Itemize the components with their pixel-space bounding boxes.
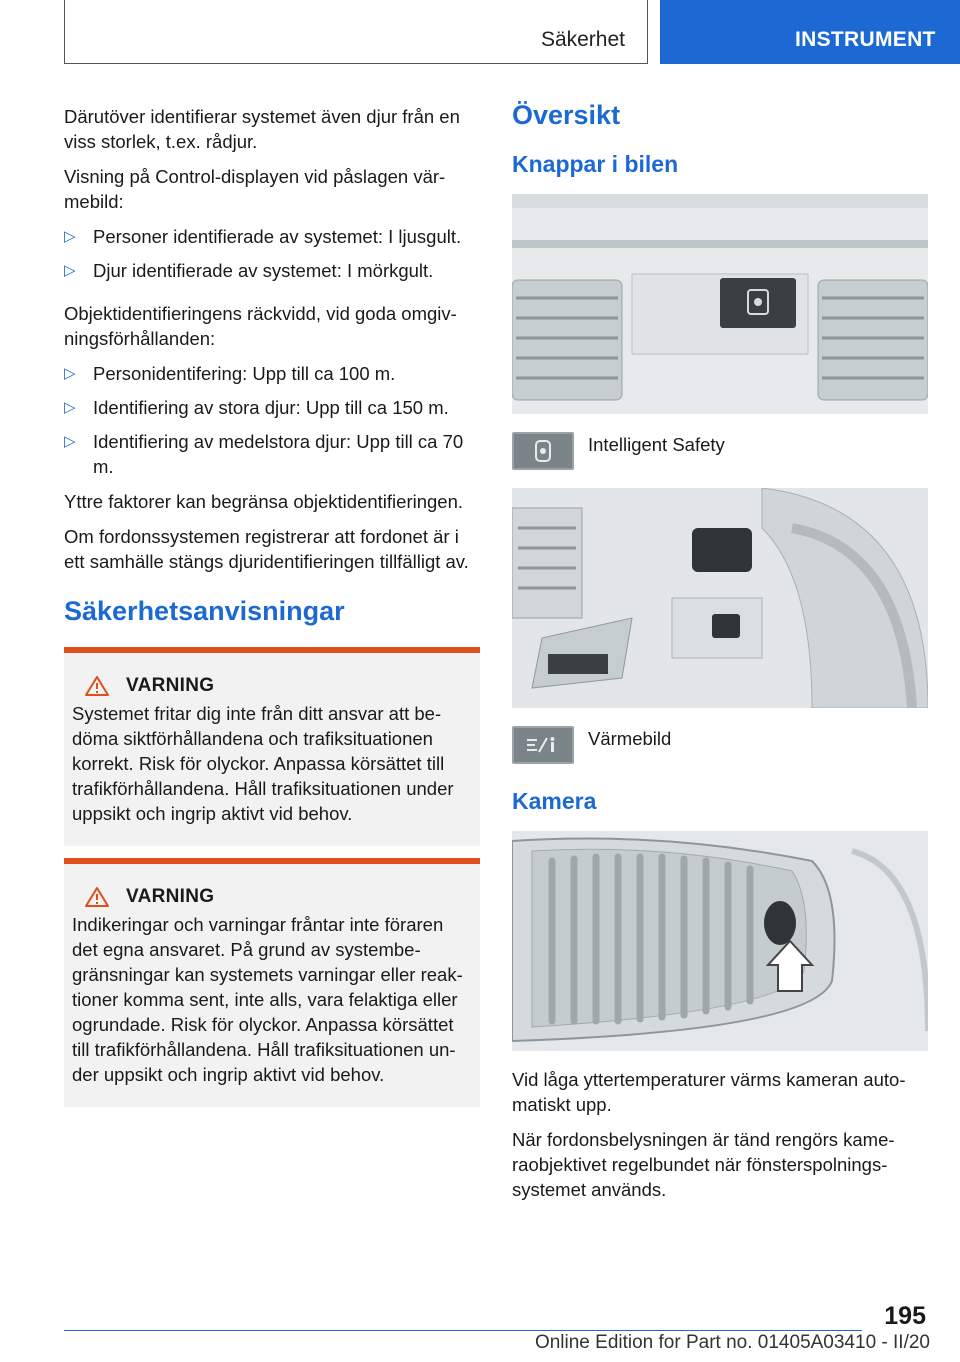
camera-paragraph-1: Vid låga yttertemperaturer värms kameran automatiskt upp. [512,1069,906,1115]
triangle-bullet-icon: ▷ [64,262,76,279]
left-column [64,104,480,1119]
list-item: ▷ Personidentifering: Upp till ca 100 m. [64,363,396,384]
list-item: ▷ Identifiering av medelstora djur: Upp till ca 70 m. [64,431,464,477]
intro-paragraph-1: Därutöver identifierar systemet även djur från en viss storlek, t.ex. rådjur. [64,106,460,152]
right-column [512,100,928,1212]
camera-grille-photo [512,831,928,1051]
overview-heading: Översikt [512,100,621,130]
steering-controls-photo [512,488,928,708]
range-intro: Objektidentifieringens räckvidd, vid goda omgivningsförhållanden: [64,303,457,349]
thermal-image-row [512,726,928,764]
display-bullet-list [64,224,480,283]
header-chapter-tab[interactable]: INSTRUMENT [660,0,960,64]
intro-paragraph-2: Visning på Control-displayen vid påslagen värmebild: [64,166,446,212]
warning-box-2 [64,858,480,1107]
outro-paragraph-1: Yttre faktorer kan begränsa objektidentifieringen. [64,491,464,512]
warning-box-1 [64,647,480,846]
camera-subheading: Kamera [512,788,597,814]
warning-title: VARNING [126,675,215,696]
list-item: ▷ Personer identifierade av systemet: I ljusgult. [64,226,462,247]
triangle-bullet-icon: ▷ [64,433,76,450]
outro-paragraph-2: Om fordonssystemen registrerar att fordonet är i ett samhälle stängs djuridentifieringen tillfälligt av. [64,526,469,572]
list-item: ▷ Djur identifierade av systemet: I mörkgult. [64,260,434,281]
triangle-bullet-icon: ▷ [64,365,76,382]
triangle-bullet-icon: ▷ [64,399,76,416]
thermal-image-button-icon[interactable] [512,726,574,764]
buttons-subheading: Knappar i bilen [512,151,679,177]
thermal-image-label: Värmebild [588,728,672,749]
warning-text: Indikeringar och varningar fråntar inte föraren det egna ansvaret. På grund av systembegränsningar kan systemets varningar eller reaktioner komma sent, inte alls, vara felaktiga eller ogrundade. Risk för olyckor. Anpassa körsättet till trafikförhållandena. Håll trafiksituationen under uppsikt och ingrip aktivt vid behov. [72,914,463,1085]
warning-title: VARNING [126,886,215,907]
header-section-title: Säkerhet [540,28,625,51]
intelligent-safety-label: Intelligent Safety [588,434,725,455]
range-bullet-list [64,361,480,479]
intelligent-safety-button-icon[interactable] [512,432,574,470]
list-item: ▷ Identifiering av stora djur: Upp till ca 150 m. [64,397,449,418]
footer-edition-text[interactable]: Online Edition for Part no. 01405A03410 - II/20 [534,1332,930,1353]
page-header [0,0,960,66]
dashboard-button-photo [512,194,928,414]
warning-triangle-icon [84,675,110,697]
header-section-box [64,0,648,64]
footer-divider [64,1330,862,1331]
intelligent-safety-row [512,432,928,470]
page-number: 195 [884,1302,926,1330]
warning-text: Systemet fritar dig inte från ditt ansvar att bedöma siktförhållandena och trafiksituationen korrekt. Risk för olyckor. Anpassa körsättet till trafikförhållandena. Håll trafiksituationen under uppsikt och ingrip aktivt vid behov. [72,703,454,824]
warning-triangle-icon [84,886,110,908]
camera-paragraph-2: När fordonsbelysningen är tänd rengörs kameraobjektivet regelbundet när fönsterspolningssystemet används. [512,1129,895,1200]
safety-heading: Säkerhetsanvisningar [64,596,345,626]
triangle-bullet-icon: ▷ [64,228,76,245]
